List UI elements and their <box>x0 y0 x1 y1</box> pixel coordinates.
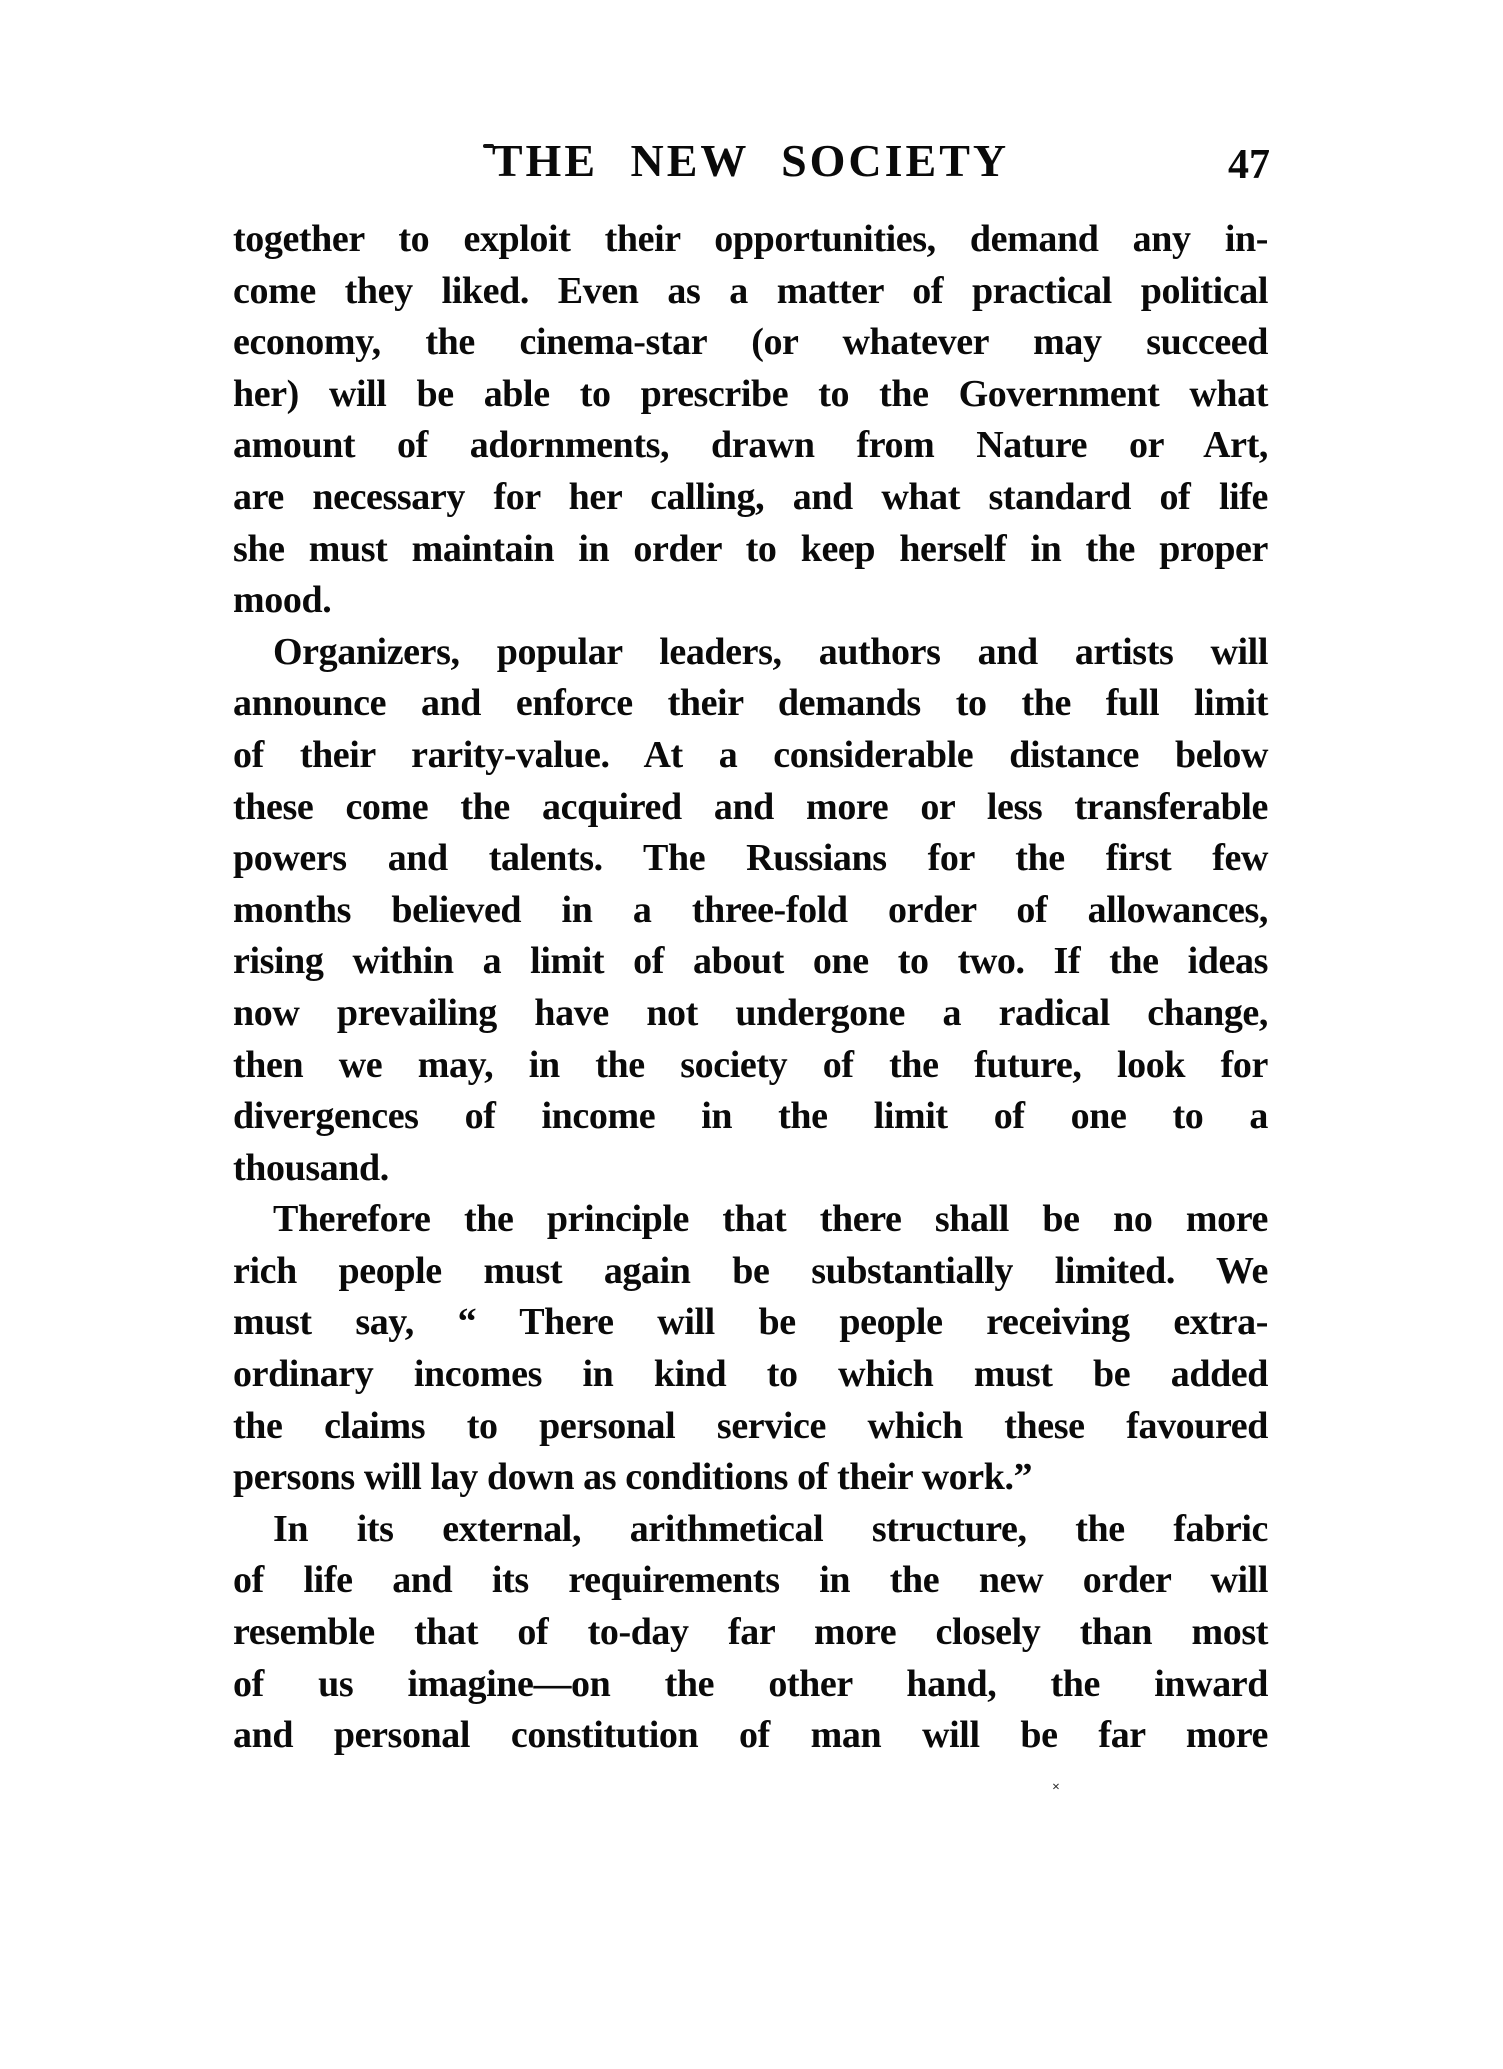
text-line: the claims to personal service which these favoured <box>233 1404 1268 1447</box>
text-line: and personal constitution of man will be far more <box>233 1714 1268 1757</box>
text-line: come they liked. Even as a matter of practical political <box>233 269 1268 312</box>
text-line: amount of adornments, drawn from Nature or Art, <box>233 424 1268 467</box>
text-line: economy, the cinema-star (or whatever may succeed <box>233 321 1268 364</box>
text-line: divergences of income in the limit of one to a <box>233 1095 1268 1138</box>
text-line: her) will be able to prescribe to the Government what <box>233 372 1268 415</box>
text-line: together to exploit their opportunities, demand any in- <box>233 218 1268 260</box>
text-line: announce and enforce their demands to the full limit <box>233 682 1268 725</box>
text-line: ordinary incomes in kind to which must be added <box>233 1353 1268 1396</box>
text-line: mood. <box>233 579 332 622</box>
body-text <box>233 214 1268 1762</box>
text-line: Organizers, popular leaders, authors and artists will <box>273 630 1268 673</box>
text-line: these come the acquired and more or less transferable <box>233 785 1268 828</box>
text-line: resemble that of to-day far more closely than most <box>233 1611 1268 1654</box>
text-line: of us imagine—on the other hand, the inward <box>233 1662 1268 1705</box>
page-number: 47 <box>1228 142 1270 188</box>
text-line: she must maintain in order to keep herself in the proper <box>233 527 1268 570</box>
text-line: of life and its requirements in the new order will <box>233 1559 1268 1602</box>
scan-speck: × <box>1052 1780 1060 1795</box>
text-line: rising within a limit of about one to two. If the ideas <box>233 940 1268 983</box>
text-line: then we may, in the society of the future, look for <box>233 1043 1268 1086</box>
text-line: Therefore the principle that there shall be no more <box>273 1198 1268 1241</box>
text-line: rich people must again be substantially limited. We <box>233 1249 1268 1292</box>
text-line: powers and talents. The Russians for the first few <box>233 837 1268 880</box>
page-title: THE NEW SOCIETY <box>491 135 1010 186</box>
text-line: now prevailing have not undergone a radical change, <box>233 991 1268 1034</box>
text-line: persons will lay down as conditions of their work.” <box>233 1456 1033 1499</box>
text-line: months believed in a three-fold order of allowances, <box>233 888 1268 931</box>
text-line: thousand. <box>233 1146 389 1189</box>
text-line: of their rarity-value. At a considerable distance below <box>233 733 1268 776</box>
text-line: must say, “ There will be people receiving extra- <box>233 1301 1268 1344</box>
text-line: are necessary for her calling, and what standard of life <box>233 475 1268 518</box>
text-line: In its external, arithmetical structure, the fabric <box>273 1507 1268 1550</box>
